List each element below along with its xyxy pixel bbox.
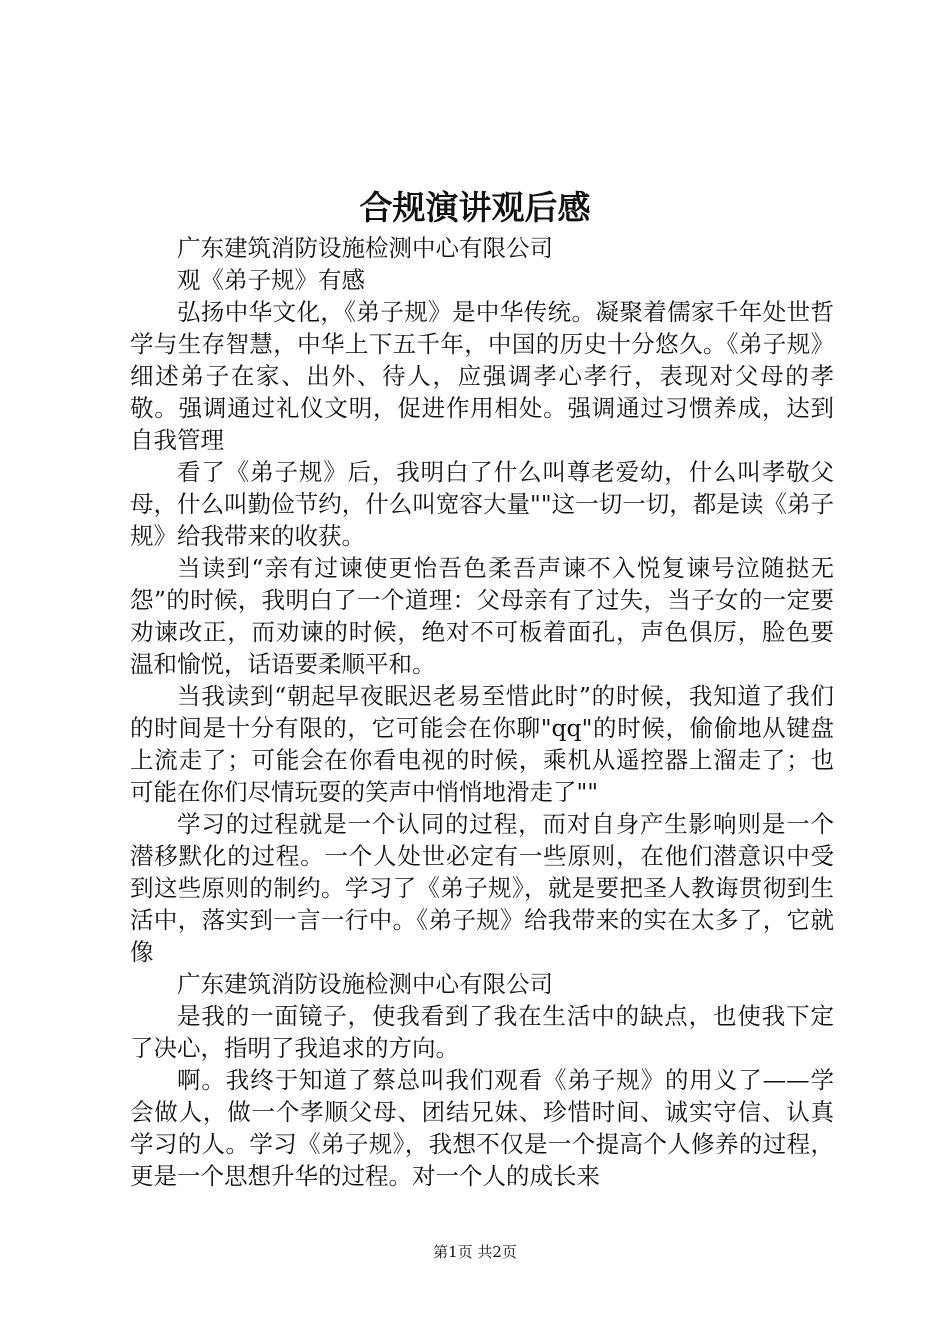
body-paragraph: 看了《弟子规》后，我明白了什么叫尊老爱幼，什么叫孝敬父母，什么叫勤俭节约，什么叫宽容大量""这一切一切，都是读《弟子规》给我带来的收获。 bbox=[130, 458, 834, 550]
body-paragraph: 弘扬中华文化，《弟子规》是中华传统。凝聚着儒家千年处世哲学与生存智慧，中华上下五千年，中国的历史十分悠久。《弟子规》细述弟子在家、出外、待人，应强调孝心孝行，表现对父母的孝敬。强调通过礼仪文明，促进作用相处。强调通过习惯养成，达到自我管理 bbox=[130, 298, 834, 454]
company-name-line: 广东建筑消防设施检测中心有限公司 bbox=[177, 234, 553, 262]
body-paragraph: 学习的过程就是一个认同的过程，而对自身产生影响则是一个潜移默化的过程。一个人处世必定有一些原则，在他们潜意识中受到这些原则的制约。学习了《弟子规》，就是要把圣人教诲贯彻到生活中，落实到一言一行中。《弟子规》给我带来的实在太多了，它就像 bbox=[130, 810, 834, 966]
page-number-footer: 第1页 共2页 bbox=[433, 1243, 517, 1261]
body-paragraph: 是我的一面镜子，使我看到了我在生活中的缺点，也使我下定了决心，指明了我追求的方向。 bbox=[130, 1002, 834, 1062]
body-paragraph: 当读到“亲有过谏使更怡吾色柔吾声谏不入悦复谏号泣随挞无怨”的时候，我明白了一个道理：父母亲有了过失，当子女的一定要劝谏改正，而劝谏的时候，绝对不可板着面孔，声色俱厉，脸色要温和愉悦，话语要柔顺平和。 bbox=[130, 554, 834, 678]
company-name-line: 广东建筑消防设施检测中心有限公司 bbox=[177, 970, 553, 998]
document-body bbox=[130, 232, 834, 1192]
body-paragraph: 啊。我终于知道了蔡总叫我们观看《弟子规》的用义了——学会做人，做一个孝顺父母、团结兄妹、珍惜时间、诚实守信、认真学习的人。学习《弟子规》，我想不仅是一个提高个人修养的过程，更是一个思想升华的过程。对一个人的成长来 bbox=[130, 1066, 834, 1190]
body-paragraph: 当我读到“朝起早夜眠迟老易至惜此时”的时候，我知道了我们的时间是十分有限的，它可能会在你聊"qq"的时候，偷偷地从键盘上流走了；可能会在你看电视的时候，乘机从遥控器上溜走了；也可能在你们尽情玩耍的笑声中悄悄地滑走了"" bbox=[130, 682, 834, 806]
subtitle-line: 观《弟子规》有感 bbox=[177, 266, 365, 294]
document-title: 合规演讲观后感 bbox=[359, 188, 591, 227]
